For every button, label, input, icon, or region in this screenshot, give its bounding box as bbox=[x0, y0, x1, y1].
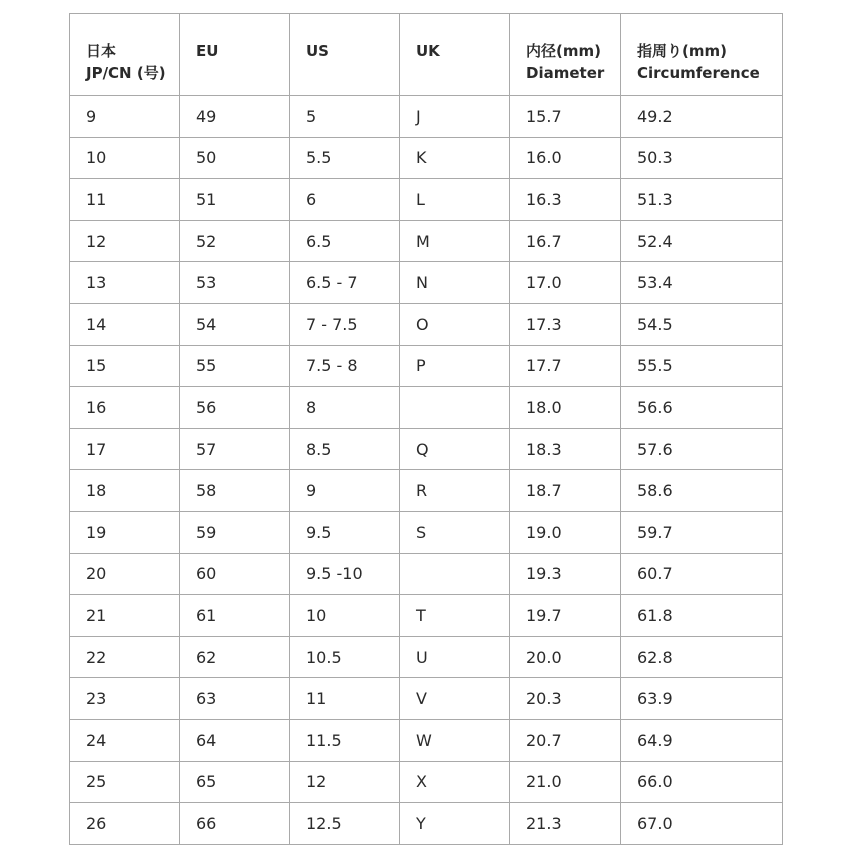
cell-circumference: 55.5 bbox=[621, 345, 783, 387]
cell-us: 10.5 bbox=[290, 636, 400, 678]
cell-uk: Y bbox=[400, 803, 510, 845]
cell-eu: 57 bbox=[180, 428, 290, 470]
cell-circumference: 67.0 bbox=[621, 803, 783, 845]
header-diameter-line2: Diameter bbox=[526, 64, 605, 82]
cell-circumference: 50.3 bbox=[621, 137, 783, 179]
table-row bbox=[70, 761, 783, 803]
cell-eu: 56 bbox=[180, 387, 290, 429]
header-diameter-line1: 内径(mm) bbox=[526, 42, 601, 60]
table-row bbox=[70, 719, 783, 761]
cell-diameter: 17.0 bbox=[510, 262, 621, 304]
cell-diameter: 18.0 bbox=[510, 387, 621, 429]
cell-eu: 50 bbox=[180, 137, 290, 179]
cell-jp-cn: 12 bbox=[70, 220, 180, 262]
cell-uk: P bbox=[400, 345, 510, 387]
cell-jp-cn: 17 bbox=[70, 428, 180, 470]
cell-eu: 60 bbox=[180, 553, 290, 595]
cell-diameter: 15.7 bbox=[510, 96, 621, 138]
table-row bbox=[70, 220, 783, 262]
cell-jp-cn: 15 bbox=[70, 345, 180, 387]
cell-diameter: 21.0 bbox=[510, 761, 621, 803]
cell-circumference: 61.8 bbox=[621, 595, 783, 637]
cell-jp-cn: 9 bbox=[70, 96, 180, 138]
cell-diameter: 17.7 bbox=[510, 345, 621, 387]
header-uk-label: UK bbox=[416, 42, 440, 60]
cell-circumference: 63.9 bbox=[621, 678, 783, 720]
ring-size-table bbox=[69, 13, 783, 845]
cell-us: 5 bbox=[290, 96, 400, 138]
cell-diameter: 20.3 bbox=[510, 678, 621, 720]
cell-eu: 54 bbox=[180, 303, 290, 345]
cell-jp-cn: 19 bbox=[70, 511, 180, 553]
header-circumference-line1: 指周り(mm) bbox=[637, 42, 727, 60]
cell-circumference: 51.3 bbox=[621, 179, 783, 221]
table-row bbox=[70, 345, 783, 387]
cell-jp-cn: 25 bbox=[70, 761, 180, 803]
table-body bbox=[70, 96, 783, 845]
cell-us: 6.5 - 7 bbox=[290, 262, 400, 304]
cell-us: 8 bbox=[290, 387, 400, 429]
cell-us: 9 bbox=[290, 470, 400, 512]
header-diameter bbox=[510, 14, 621, 96]
table-row bbox=[70, 428, 783, 470]
table-row bbox=[70, 96, 783, 138]
table-row bbox=[70, 262, 783, 304]
cell-jp-cn: 11 bbox=[70, 179, 180, 221]
cell-uk: L bbox=[400, 179, 510, 221]
header-uk bbox=[400, 14, 510, 96]
header-us-label: US bbox=[306, 42, 329, 60]
cell-circumference: 62.8 bbox=[621, 636, 783, 678]
cell-circumference: 59.7 bbox=[621, 511, 783, 553]
cell-us: 9.5 bbox=[290, 511, 400, 553]
cell-us: 8.5 bbox=[290, 428, 400, 470]
cell-jp-cn: 13 bbox=[70, 262, 180, 304]
cell-uk: X bbox=[400, 761, 510, 803]
cell-us: 7 - 7.5 bbox=[290, 303, 400, 345]
cell-circumference: 60.7 bbox=[621, 553, 783, 595]
cell-eu: 53 bbox=[180, 262, 290, 304]
cell-uk: J bbox=[400, 96, 510, 138]
header-eu-label: EU bbox=[196, 42, 219, 60]
cell-circumference: 58.6 bbox=[621, 470, 783, 512]
table-row bbox=[70, 387, 783, 429]
cell-diameter: 16.7 bbox=[510, 220, 621, 262]
cell-diameter: 21.3 bbox=[510, 803, 621, 845]
cell-eu: 61 bbox=[180, 595, 290, 637]
cell-uk bbox=[400, 387, 510, 429]
cell-eu: 52 bbox=[180, 220, 290, 262]
cell-jp-cn: 26 bbox=[70, 803, 180, 845]
cell-us: 11 bbox=[290, 678, 400, 720]
cell-diameter: 16.3 bbox=[510, 179, 621, 221]
cell-circumference: 57.6 bbox=[621, 428, 783, 470]
cell-eu: 58 bbox=[180, 470, 290, 512]
cell-eu: 62 bbox=[180, 636, 290, 678]
cell-jp-cn: 20 bbox=[70, 553, 180, 595]
header-jp-cn bbox=[70, 14, 180, 96]
cell-eu: 66 bbox=[180, 803, 290, 845]
cell-uk: Q bbox=[400, 428, 510, 470]
cell-eu: 59 bbox=[180, 511, 290, 553]
table-row bbox=[70, 137, 783, 179]
cell-us: 12.5 bbox=[290, 803, 400, 845]
cell-uk: O bbox=[400, 303, 510, 345]
cell-diameter: 16.0 bbox=[510, 137, 621, 179]
cell-us: 9.5 -10 bbox=[290, 553, 400, 595]
cell-diameter: 18.3 bbox=[510, 428, 621, 470]
cell-eu: 49 bbox=[180, 96, 290, 138]
cell-us: 11.5 bbox=[290, 719, 400, 761]
cell-jp-cn: 18 bbox=[70, 470, 180, 512]
cell-us: 6 bbox=[290, 179, 400, 221]
cell-us: 10 bbox=[290, 595, 400, 637]
cell-uk: V bbox=[400, 678, 510, 720]
cell-circumference: 54.5 bbox=[621, 303, 783, 345]
header-jp-cn-line1: 日本 bbox=[86, 42, 117, 60]
header-eu bbox=[180, 14, 290, 96]
cell-circumference: 52.4 bbox=[621, 220, 783, 262]
cell-diameter: 19.0 bbox=[510, 511, 621, 553]
table-row bbox=[70, 553, 783, 595]
cell-eu: 63 bbox=[180, 678, 290, 720]
cell-diameter: 19.7 bbox=[510, 595, 621, 637]
cell-diameter: 20.0 bbox=[510, 636, 621, 678]
cell-diameter: 18.7 bbox=[510, 470, 621, 512]
table-row bbox=[70, 179, 783, 221]
table-row bbox=[70, 511, 783, 553]
table-header-row bbox=[70, 14, 783, 96]
cell-diameter: 20.7 bbox=[510, 719, 621, 761]
cell-circumference: 64.9 bbox=[621, 719, 783, 761]
table-row bbox=[70, 636, 783, 678]
cell-jp-cn: 21 bbox=[70, 595, 180, 637]
table-row bbox=[70, 303, 783, 345]
cell-uk: S bbox=[400, 511, 510, 553]
cell-diameter: 19.3 bbox=[510, 553, 621, 595]
table-row bbox=[70, 595, 783, 637]
header-circumference bbox=[621, 14, 783, 96]
header-circumference-line2: Circumference bbox=[637, 64, 760, 82]
cell-circumference: 53.4 bbox=[621, 262, 783, 304]
cell-eu: 51 bbox=[180, 179, 290, 221]
table-row bbox=[70, 678, 783, 720]
cell-uk: M bbox=[400, 220, 510, 262]
header-us bbox=[290, 14, 400, 96]
cell-jp-cn: 14 bbox=[70, 303, 180, 345]
cell-us: 12 bbox=[290, 761, 400, 803]
cell-eu: 65 bbox=[180, 761, 290, 803]
cell-uk: K bbox=[400, 137, 510, 179]
cell-circumference: 49.2 bbox=[621, 96, 783, 138]
cell-jp-cn: 10 bbox=[70, 137, 180, 179]
cell-diameter: 17.3 bbox=[510, 303, 621, 345]
cell-jp-cn: 23 bbox=[70, 678, 180, 720]
table-row bbox=[70, 470, 783, 512]
cell-uk bbox=[400, 553, 510, 595]
cell-jp-cn: 22 bbox=[70, 636, 180, 678]
cell-us: 6.5 bbox=[290, 220, 400, 262]
cell-uk: W bbox=[400, 719, 510, 761]
cell-circumference: 66.0 bbox=[621, 761, 783, 803]
cell-us: 7.5 - 8 bbox=[290, 345, 400, 387]
cell-eu: 64 bbox=[180, 719, 290, 761]
cell-us: 5.5 bbox=[290, 137, 400, 179]
cell-circumference: 56.6 bbox=[621, 387, 783, 429]
cell-eu: 55 bbox=[180, 345, 290, 387]
cell-uk: R bbox=[400, 470, 510, 512]
cell-jp-cn: 16 bbox=[70, 387, 180, 429]
cell-uk: T bbox=[400, 595, 510, 637]
cell-uk: N bbox=[400, 262, 510, 304]
cell-uk: U bbox=[400, 636, 510, 678]
cell-jp-cn: 24 bbox=[70, 719, 180, 761]
header-jp-cn-line2: JP/CN (号) bbox=[86, 64, 166, 82]
table-row bbox=[70, 803, 783, 845]
